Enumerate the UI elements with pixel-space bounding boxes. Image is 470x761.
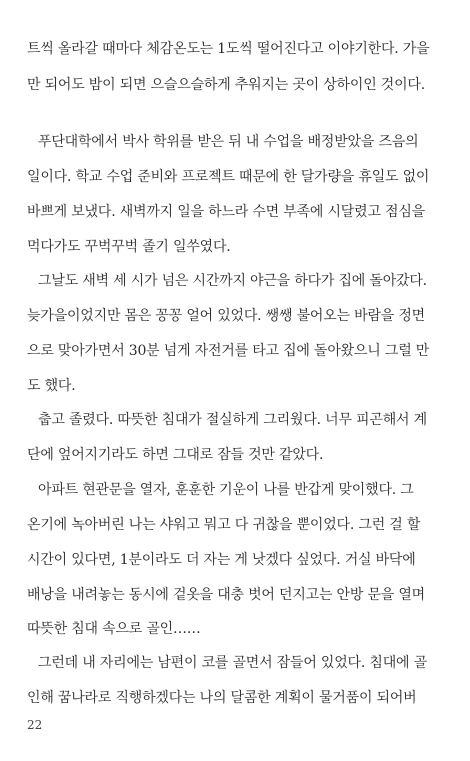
text-line: 그런데 내 자리에는 남편이 코를 골면서 잠들어 있었다. 침대에 골 (38, 655, 427, 671)
text-line: 푸단대학에서 박사 학위를 받은 뒤 내 수업을 배정받았을 즈음의 (38, 134, 419, 150)
text-line: 일이다. 학교 수업 준비와 프로젝트 때문에 한 달가량을 휴일도 없이 (27, 169, 430, 185)
text-line: 도 했다. (27, 378, 76, 394)
text-line: 아파트 현관문을 열자, 훈훈한 기운이 나를 반갑게 맞이했다. 그 (38, 482, 414, 498)
text-line: 따뜻한 침대 속으로 골인…… (27, 621, 201, 637)
text-line: 온기에 녹아버린 나는 샤워고 뭐고 다 귀찮을 뿐이었다. 그런 걸 할 (27, 517, 421, 533)
text-line: 트씩 올라갈 때마다 체감온도는 1도씩 떨어진다고 이야기한다. 가을 (27, 41, 430, 57)
text-line: 늦가을이었지만 몸은 꽁꽁 얼어 있었다. 쌩쌩 불어오는 바람을 정면 (27, 308, 425, 324)
text-line: 단에 엎어지기라도 하면 그대로 잠들 것만 같았다. (27, 447, 324, 463)
text-line: 그날도 새벽 세 시가 넘은 시간까지 야근을 하다가 집에 돌아갔다. (38, 273, 427, 289)
text-line: 시간이 있다면, 1분이라도 더 자는 게 낫겠다 싶었다. 거실 바닥에 (27, 552, 416, 568)
text-line: 만 되어도 밤이 되면 으슬으슬하게 추워지는 곳이 상하이인 것이다. (27, 77, 425, 93)
text-line: 으로 맞아가면서 30분 넘게 자전거를 타고 집에 돌아왔으니 그럴 만 (27, 343, 430, 359)
text-line: 인해 꿈나라로 직행하겠다는 나의 달콤한 계획이 물거품이 되어버 (27, 690, 417, 706)
text-line: 배낭을 내려놓는 동시에 겉옷을 대충 벗어 던지고는 안방 문을 열며 (27, 587, 425, 603)
text-line: 바쁘게 보냈다. 새벽까지 일을 하느라 수면 부족에 시달렸고 점심을 (27, 204, 425, 220)
page-number: 22 (27, 718, 43, 732)
text-line: 먹다가도 꾸벅꾸벅 졸기 일쑤였다. (27, 239, 231, 255)
text-line: 춥고 졸렸다. 따뜻한 침대가 절실하게 그리웠다. 너무 피곤해서 계 (38, 412, 427, 428)
